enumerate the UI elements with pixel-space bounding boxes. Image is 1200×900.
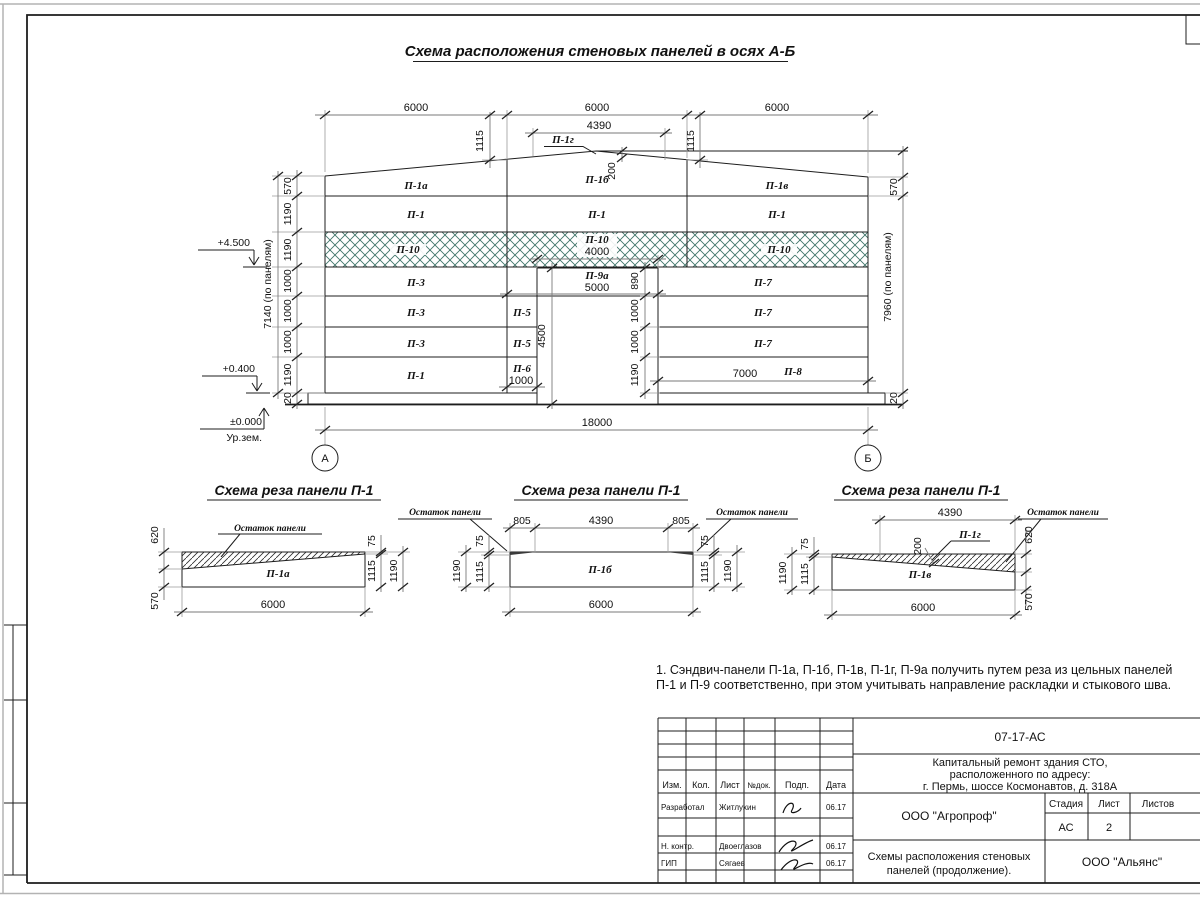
dim-label: 200 — [912, 537, 924, 555]
row-date: 06.17 — [825, 842, 847, 851]
row-date: 06.17 — [825, 803, 847, 812]
dim-label: 1190 — [282, 202, 294, 226]
dim-label: 18000 — [581, 417, 613, 429]
dim-label: 890 — [629, 272, 641, 290]
dim-label: 1115 — [685, 130, 697, 152]
row-date: 06.17 — [825, 859, 847, 868]
dim-label: 7000 — [732, 368, 758, 380]
dim-label: 7960 (по панелям) — [882, 232, 894, 322]
dim-label: 1000 — [629, 330, 641, 354]
col-header: Кол. — [692, 780, 710, 790]
panel-label: П-10 — [767, 244, 791, 256]
panel-label: П-7 — [754, 277, 772, 289]
sheet-label: Лист — [1098, 799, 1120, 810]
panel-label: П-5 — [513, 338, 531, 350]
level-label: +4.500 — [217, 237, 250, 249]
dim-label: 6000 — [260, 599, 286, 611]
dim-label: 805 — [513, 515, 531, 527]
panel-label: П-1г — [959, 529, 981, 541]
dim-label: 570 — [888, 178, 900, 196]
dim-label: 1000 — [282, 269, 294, 293]
dim-label: 6000 — [588, 599, 614, 611]
dim-label: 620 — [149, 526, 161, 544]
project-line: расположенного по адресу: — [949, 769, 1091, 781]
dim-label: 75 — [366, 535, 378, 547]
signature — [783, 803, 801, 813]
panel-label: П-3 — [407, 307, 425, 319]
panel-label: П-1а — [404, 180, 428, 192]
row-name: Житлухин — [719, 803, 756, 812]
panel-label: П-1г — [552, 134, 574, 146]
level-label: ±0.000 — [229, 416, 262, 428]
dim-label: 1190 — [282, 238, 294, 262]
dim-label: 4390 — [937, 507, 963, 519]
panel-label: П-10 — [396, 244, 420, 256]
dim-label: 5000 — [584, 282, 610, 294]
dim-label: 1000 — [629, 299, 641, 323]
panel-label: П-1 — [407, 209, 425, 221]
dim-label: 1190 — [282, 363, 294, 387]
dim-label: 75 — [474, 535, 486, 547]
stage-value: АС — [1058, 822, 1074, 834]
main-title: Схема расположения стеновых панелей в осях А-Б — [404, 43, 796, 60]
cut-title: Схема реза панели П-1 — [521, 482, 681, 498]
panel-label: П-1б — [588, 564, 612, 576]
title-block — [658, 718, 1200, 883]
note-line: 1. Сэндвич-панели П-1а, П-1б, П-1в, П-1г, П-9а получить путем реза из цельных панелей — [656, 663, 1173, 677]
dim-label: 200 — [606, 162, 618, 180]
subject-line: панелей (продолжение). — [886, 865, 1012, 877]
dim-label: 1115 — [474, 561, 486, 583]
dim-label: 570 — [1023, 593, 1035, 611]
dim-label: 620 — [1023, 526, 1035, 544]
main-elevation — [198, 43, 908, 471]
sheets-label: Листов — [1141, 799, 1175, 810]
dim-label: 7140 (по панелям) — [262, 239, 274, 329]
panel-label: П-8 — [784, 366, 802, 378]
remnant-label: Остаток панели — [1027, 508, 1099, 518]
cut-title: Схема реза панели П-1 — [214, 482, 374, 498]
level-label: +0.400 — [222, 363, 255, 375]
signature — [781, 860, 813, 870]
axis-marks — [312, 445, 881, 471]
dim-label: 570 — [149, 592, 161, 610]
row-name: Двоеглазов — [719, 842, 762, 851]
signature — [779, 840, 813, 852]
subject-line: Схемы расположения стеновых — [867, 851, 1031, 863]
panel-label: П-1в — [908, 569, 932, 581]
dim-label: 1000 — [508, 375, 534, 387]
col-header: №док. — [747, 781, 771, 790]
elevation-marks — [198, 237, 270, 444]
dim-label: 4000 — [584, 246, 610, 258]
col-header: Подп. — [785, 780, 809, 790]
dim-label: 4390 — [588, 515, 614, 527]
stage-label: Стадия — [1048, 799, 1084, 810]
dim-label: 4500 — [536, 324, 548, 348]
note — [656, 663, 1172, 692]
panel-label: П-1в — [765, 180, 789, 192]
remnant-label: Остаток панели — [409, 508, 481, 518]
corner-box — [1186, 15, 1200, 44]
row-role: ГИП — [661, 859, 677, 868]
cut-title: Схема реза панели П-1 — [841, 482, 1001, 498]
dim-label: 1115 — [366, 560, 378, 582]
col-header: Дата — [826, 780, 846, 790]
col-header: Лист — [720, 780, 740, 790]
cut-scheme-3 — [777, 482, 1108, 620]
dim-label: 1190 — [629, 363, 641, 387]
row-name: Сягаев — [719, 859, 745, 868]
dim-label: 1115 — [699, 561, 711, 583]
project-line: Капитальный ремонт здания СТО, — [932, 757, 1108, 769]
panel-label: П-1 — [407, 370, 425, 382]
col-header: Изм. — [662, 780, 682, 790]
dim-label: 4390 — [586, 120, 612, 132]
cut-scheme-2 — [398, 482, 798, 617]
axis-label: А — [321, 453, 329, 465]
dim-label: 1190 — [451, 559, 463, 583]
panel-label: П-1 — [588, 209, 606, 221]
panel-label: П-7 — [754, 338, 772, 350]
project-line: г. Пермь, шоссе Космонавтов, д. 318А — [922, 781, 1118, 793]
dim-label: 1190 — [722, 559, 734, 583]
org2-name: ООО "Альянс" — [1081, 855, 1163, 869]
plinth-right — [658, 393, 885, 404]
remnant-label: Остаток панели — [716, 508, 788, 518]
dim-label: 1190 — [388, 559, 400, 583]
note-line: П-1 и П-9 соответственно, при этом учитывать направление раскладки и стыкового шва. — [656, 678, 1172, 692]
panel-label: П-7 — [754, 307, 772, 319]
dim-label: 805 — [672, 515, 690, 527]
panel-label: П-10 — [585, 234, 609, 246]
dim-label: 6000 — [910, 602, 936, 614]
dim-label: 1115 — [474, 130, 486, 152]
panel-label: П-5 — [513, 307, 531, 319]
ground-label: Ур.зем. — [226, 432, 262, 444]
panel-label: П-1б — [585, 174, 609, 186]
sheet-number: 2 — [1105, 822, 1113, 834]
remnant-label: Остаток панели — [234, 524, 306, 534]
org-name: ООО "Агропроф" — [901, 809, 997, 823]
plinth-left — [308, 393, 537, 404]
row-role: Разработал — [661, 803, 705, 812]
dim-label: 6000 — [403, 102, 429, 114]
row-role: Н. контр. — [661, 842, 695, 851]
side-stamp-boxes — [4, 625, 27, 875]
dim-label: 1190 — [777, 561, 789, 585]
panel-label: П-3 — [407, 277, 425, 289]
panel-label: П-3 — [407, 338, 425, 350]
cut-scheme-1 — [149, 482, 410, 617]
dim-label: 75 — [799, 538, 811, 550]
dim-label: 20 — [282, 392, 294, 404]
panel-label: П-1а — [266, 568, 290, 580]
doc-number: 07-17-АС — [994, 730, 1046, 744]
panel-label: П-6 — [513, 363, 531, 375]
dim-label: 1115 — [799, 563, 811, 585]
dim-label: 6000 — [764, 102, 790, 114]
dim-label: 1000 — [282, 330, 294, 354]
dim-label: 75 — [699, 535, 711, 547]
panel-label: П-1 — [768, 209, 786, 221]
dim-label: 6000 — [584, 102, 610, 114]
dim-label: 20 — [888, 392, 900, 404]
dim-label: 570 — [282, 177, 294, 195]
dim-label: 1000 — [282, 299, 294, 323]
axis-label: Б — [864, 453, 872, 465]
panel-label: П-9а — [585, 270, 609, 282]
